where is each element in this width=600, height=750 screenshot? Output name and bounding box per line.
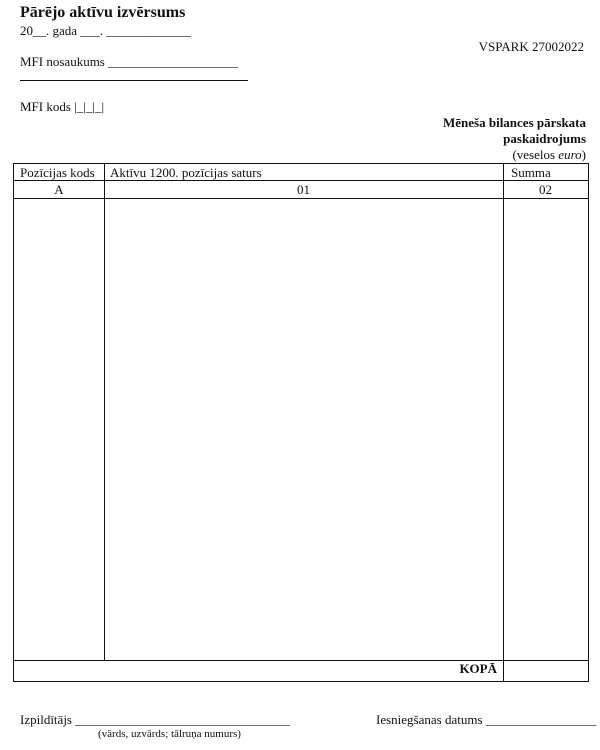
- form-code: VSPARK 27002022: [478, 39, 584, 54]
- column-code-01: 01: [297, 182, 310, 197]
- column-code-a: A: [54, 182, 64, 197]
- total-divider: [503, 660, 504, 681]
- submission-date-field: Iesniegšanas datums _________________: [376, 712, 597, 727]
- header-cell-content: Aktīvu 1200. pozīcijas saturs: [110, 165, 262, 180]
- column-code-02: 02: [539, 182, 552, 197]
- column-divider: [104, 164, 105, 660]
- column-divider: [503, 164, 504, 660]
- row-divider: [14, 660, 588, 661]
- mfi-code-field: MFI kods |_|_|_|: [20, 99, 105, 114]
- units-suffix: ): [581, 147, 586, 162]
- header-cell-code: Pozīcijas kods: [20, 165, 95, 180]
- report-units: [512, 147, 586, 163]
- row-divider: [14, 180, 588, 181]
- header-cell-sum: Summa: [511, 165, 551, 180]
- preparer-field: Izpildītājs _________________________________: [20, 712, 290, 727]
- page-title: Pārējo aktīvu izvērsums: [20, 4, 186, 21]
- report-title-line2: paskaidrojums: [503, 131, 586, 146]
- preparer-hint: (vārds, uzvārds; tālruņa numurs): [98, 728, 241, 740]
- report-table: [13, 163, 589, 682]
- report-title-line1: Mēneša bilances pārskata: [443, 115, 586, 130]
- total-label: KOPĀ: [459, 661, 497, 676]
- mfi-name-field: MFI nosaukums ____________________: [20, 54, 239, 69]
- report-title: [443, 115, 586, 147]
- units-value: euro: [558, 147, 582, 162]
- units-prefix: (veselos: [512, 147, 559, 162]
- date-line: 20__. gada ___. _____________: [20, 23, 191, 38]
- mfi-name-underline: [20, 80, 248, 81]
- row-divider: [14, 198, 588, 199]
